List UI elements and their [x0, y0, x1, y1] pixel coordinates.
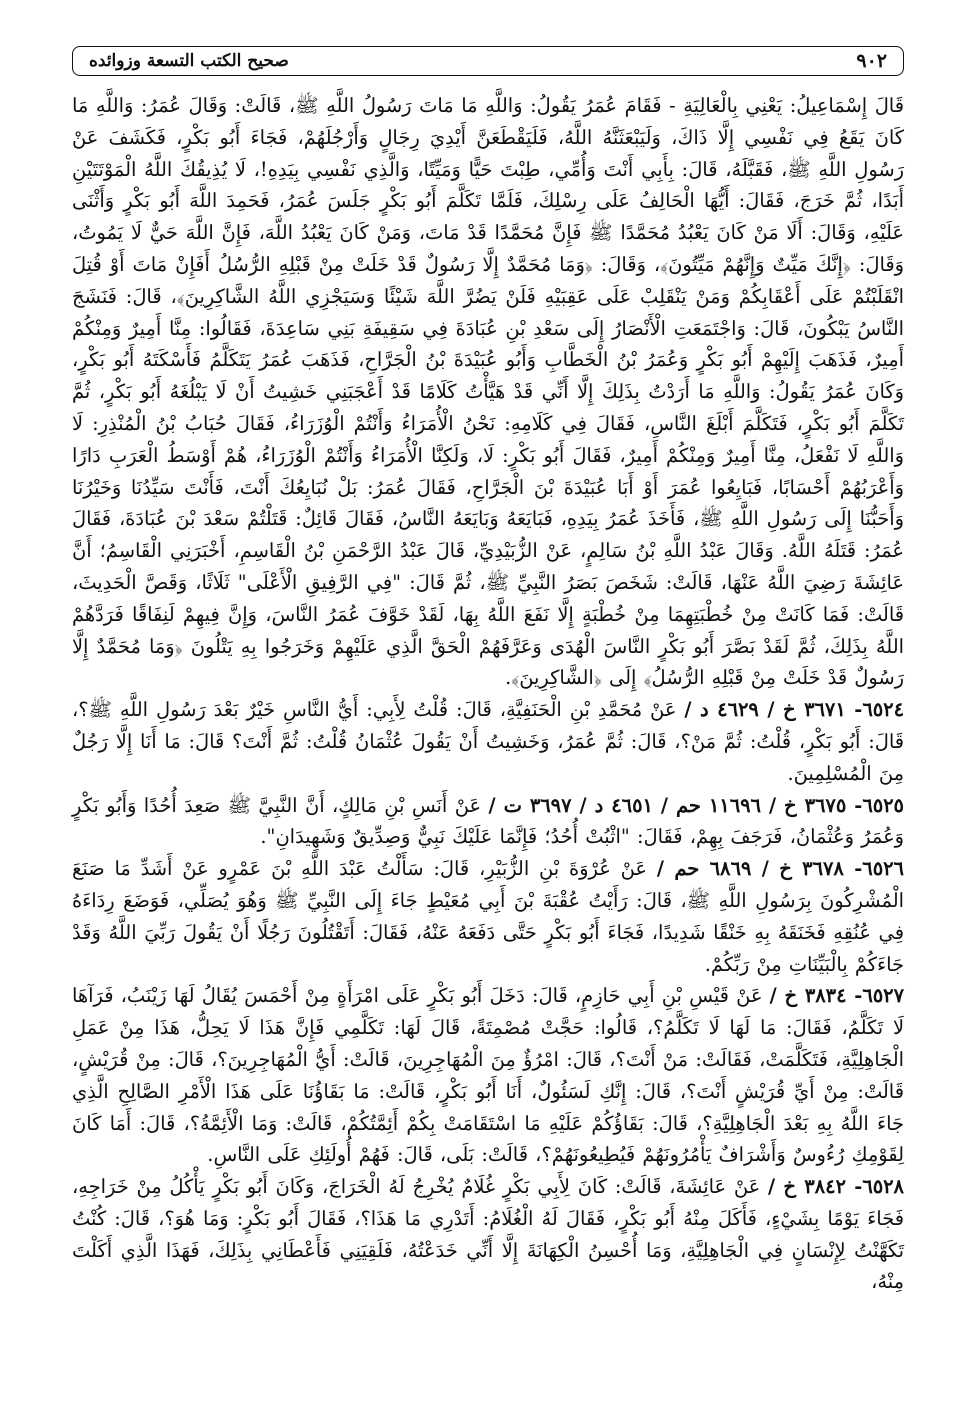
paragraph-continuation — [72, 90, 904, 694]
hadith-number-and-sources: ٦٥٢٦- ٣٦٧٨ خ / ٦٨٦٩ حم / — [656, 857, 904, 881]
hadith-text: عَنْ أَنَسِ بْنِ مَالِكٍ، أَنَّ النَّبِيَّ ﷺ صَعِدَ أُحُدًا وَأَبُو بَكْرٍ وَعُمَرُ وَعُثْمَانُ، فَرَجَفَ بِهِمْ، فَقَالَ: "اثْبُتْ أُحُدُ؛ فَإِنَّمَا عَلَيْكَ نَبِيٌّ وَصِدِّيقٌ وَشَهِيدَانِ". — [72, 793, 904, 849]
hadith-number-and-sources: ٦٥٢٥- ٣٦٧٥ خ / ١١٦٩٦ حم / ٤٦٥١ د / ٣٦٩٧ ت / — [488, 793, 904, 817]
hadith-text: عَنْ عُرْوَةَ بْنِ الزُّبَيْرِ، قَالَ: سَأَلْتُ عَبْدَ اللَّهِ بْنَ عَمْرٍو عَنْ أَشَدِّ مَا صَنَعَ الْمُشْرِكُونَ بِرَسُولِ اللَّهِ ﷺ، قَالَ: رَأَيْتُ عُقْبَةَ بْنَ أَبِي مُعَيْطٍ جَاءَ إِلَى النَّبِيِّ ﷺ وَهُوَ يُصَلِّي، فَوَضَعَ رِدَاءَهُ فِي عُنُقِهِ فَخَنَقَهُ بِهِ خَنْقًا شَدِيدًا، فَجَاءَ أَبُو بَكْرٍ حَتَّى دَفَعَهُ عَنْهُ، فَقَالَ: أَتَقْتُلُونَ رَجُلًا أَنْ يَقُولَ رَبِّيَ اللَّهُ وَقَدْ جَاءَكُمْ بِالْبَيِّنَاتِ مِنْ رَبِّكُمْ. — [72, 857, 904, 976]
hadith-6527 — [72, 980, 904, 1171]
paragraph-text: قَالَ إِسْمَاعِيلُ: يَعْنِي بِالْعَالِيَةِ - فَقَامَ عُمَرُ يَقُولُ: وَاللَّهِ مَا مَاتَ رَسُولُ اللَّهِ ﷺ، قَالَتْ: وَقَالَ عُمَرُ: وَاللَّهِ مَا كَانَ يَقَعُ فِي نَفْسِي إِلَّا ذَاكَ، وَلَيَبْعَثَنَّهُ اللَّهُ، فَلَيَقْطَعَنَّ أَيْدِيَ رِجَالٍ وَأَرْجُلَهُمْ، فَجَاءَ أَبُو بَكْرٍ، فَكَشَفَ عَنْ رَسُولِ اللَّهِ ﷺ، فَقَبَّلَهُ، قَالَ: بِأَبِي أَنْتَ وَأُمِّي، طِبْتَ حَيًّا وَمَيِّتًا، وَالَّذِي نَفْسِي بِيَدِهِ!، لَا يُذِيقُكَ اللَّهُ الْمَوْتَتَيْنِ أَبَدًا، ثُمَّ خَرَجَ، فَقَالَ: أَيُّهَا الْحَالِفُ عَلَى رِسْلِكَ، فَلَمَّا تَكَلَّمَ أَبُو بَكْرٍ جَلَسَ عُمَرُ، فَحَمِدَ اللَّهَ أَبُو بَكْرٍ وَأَثْنَى عَلَيْهِ، وَقَالَ: أَلَا مَنْ كَانَ يَعْبُدُ مُحَمَّدًا ﷺ فَإِنَّ مُحَمَّدًا قَدْ مَاتَ، وَمَنْ كَانَ يَعْبُدُ اللَّهَ، فَإِنَّ اللَّهَ حَيٌّ لَا يَمُوتُ، وَقَالَ: ﴿إِنَّكَ مَيِّتٌ وَإِنَّهُمْ مَيِّتُونَ﴾، وَقَالَ: ﴿وَمَا مُحَمَّدٌ إِلَّا رَسُولٌ قَدْ خَلَتْ مِنْ قَبْلِهِ الرُّسُلُ أَفَإِنْ مَاتَ أَوْ قُتِلَ انْقَلَبْتُمْ عَلَى أَعْقَابِكُمْ وَمَنْ يَنْقَلِبْ عَلَى عَقِبَيْهِ فَلَنْ يَضُرَّ اللَّهَ شَيْئًا وَسَيَجْزِي اللَّهُ الشَّاكِرِينَ﴾، قَالَ: فَنَشَجَ النَّاسُ يَبْكُونَ، قَالَ: وَاجْتَمَعَتِ الْأَنْصَارُ إِلَى سَعْدِ بْنِ عُبَادَةَ فِي سَقِيفَةِ بَنِي سَاعِدَةَ، فَقَالُوا: مِنَّا أَمِيرٌ وَمِنْكُمْ أَمِيرٌ، فَذَهَبَ إِلَيْهِمْ أَبُو بَكْرٍ وَعُمَرُ بْنُ الْخَطَّابِ وَأَبُو عُبَيْدَةَ بْنُ الْجَرَّاحِ، فَذَهَبَ عُمَرُ يَتَكَلَّمُ فَأَسْكَتَهُ أَبُو بَكْرٍ، وَكَانَ عُمَرُ يَقُولُ: وَاللَّهِ مَا أَرَدْتُ بِذَلِكَ إِلَّا أَنِّي قَدْ هَيَّأْتُ كَلَامًا قَدْ أَعْجَبَنِي خَشِيتُ أَنْ لَا يَبْلُغَهُ أَبُو بَكْرٍ، ثُمَّ تَكَلَّمَ أَبُو بَكْرٍ، فَتَكَلَّمَ أَبْلَغَ النَّاسِ، فَقَالَ فِي كَلَامِهِ: نَحْنُ الْأُمَرَاءُ وَأَنْتُمْ الْوُزَرَاءُ، فَقَالَ حُبَابُ بْنُ الْمُنْذِرِ: لَا وَاللَّهِ لَا نَفْعَلُ، مِنَّا أَمِيرٌ وَمِنْكُمْ أَمِيرٌ، فَقَالَ أَبُو بَكْرٍ: لَا، وَلَكِنَّا الْأُمَرَاءُ وَأَنْتُمْ الْوُزَرَاءُ، هُمْ أَوْسَطُ الْعَرَبِ دَارًا وَأَعْرَبُهُمْ أَحْسَابًا، فَبَايِعُوا عُمَرَ أَوْ أَبَا عُبَيْدَةَ بْنَ الْجَرَّاحِ، فَقَالَ عُمَرُ: بَلْ نُبَايِعُكَ أَنْتَ، فَأَنْتَ سَيِّدُنَا وَخَيْرُنَا وَأَحَبُّنَا إِلَى رَسُولِ اللَّهِ ﷺ، فَأَخَذَ عُمَرُ بِيَدِهِ، فَبَايَعَهُ وَبَايَعَهُ النَّاسُ، فَقَالَ قَائِلٌ: قَتَلْتُمْ سَعْدَ بْنَ عُبَادَةَ، فَقَالَ عُمَرُ: قَتَلَهُ اللَّهُ. وَقَالَ عَبْدُ اللَّهِ بْنُ سَالِمٍ، عَنْ الزُّبَيْدِيِّ، قَالَ عَبْدُ الرَّحْمَنِ بْنُ الْقَاسِمِ، أَخْبَرَنِي الْقَاسِمُ؛ أَنَّ عَائِشَةَ رَضِيَ اللَّهُ عَنْهَا، قَالَتْ: شَخَصَ بَصَرُ النَّبِيِّ ﷺ، ثُمَّ قَالَ: "فِي الرَّفِيقِ الْأَعْلَى" ثَلَاثًا، وَقَصَّ الْحَدِيثَ، قَالَتْ: فَمَا كَانَتْ مِنْ خُطْبَتِهِمَا مِنْ خُطْبَةٍ إِلَّا نَفَعَ اللَّهُ بِهَا، لَقَدْ خَوَّفَ عُمَرُ النَّاسَ، وَإِنَّ فِيهِمْ لَنِفَاقًا فَرَدَّهُمْ اللَّهُ بِذَلِكَ، ثُمَّ لَقَدْ بَصَّرَ أَبُو بَكْرٍ النَّاسَ الْهُدَى وَعَرَّفَهُمْ الْحَقَّ الَّذِي عَلَيْهِمْ وَخَرَجُوا بِهِ يَتْلُونَ ﴿وَمَا مُحَمَّدٌ إِلَّا رَسُولٌ قَدْ خَلَتْ مِنْ قَبْلِهِ الرُّسُلُ﴾ إِلَى ﴿الشَّاكِرِينَ﴾. — [72, 94, 904, 690]
running-title: صحيح الكتب التسعة وزوائده — [89, 51, 289, 71]
hadith-number-and-sources: ٦٥٢٤- ٣٦٧١ خ / ٤٦٢٩ د / — [684, 698, 905, 722]
hadith-6528 — [72, 1171, 904, 1298]
hadith-6524 — [72, 694, 904, 789]
hadith-number-and-sources: ٦٥٢٧- ٣٨٣٤ خ / — [769, 984, 904, 1008]
page-number: ٩٠٢ — [856, 50, 887, 72]
hadith-6526 — [72, 853, 904, 980]
page-header — [72, 46, 904, 76]
hadith-6525 — [72, 790, 904, 854]
hadith-number-and-sources: ٦٥٢٨- ٣٨٤٢ خ / — [767, 1175, 904, 1199]
hadith-text: عَنْ مُحَمَّدِ بْنِ الْحَنَفِيَّةِ، قَالَ: قُلْتُ لِأَبِي: أَيُّ النَّاسِ خَيْرٌ بَعْدَ رَسُولِ اللَّهِ ﷺ؟، قَالَ: أَبُو بَكْرٍ، قُلْتُ: ثُمَّ مَنْ؟، قَالَ: ثُمَّ عُمَرُ، وَخَشِيتُ أَنْ يَقُولَ عُثْمَانُ قُلْتُ: ثُمَّ أَنْتَ؟ قَالَ: مَا أَنَا إِلَّا رَجُلٌ مِنَ الْمُسْلِمِينَ. — [72, 698, 904, 785]
body-text — [72, 90, 904, 1298]
document-page — [72, 46, 904, 1406]
hadith-text: عَنْ عَائِشَةَ، قَالَتْ: كَانَ لِأَبِي بَكْرٍ غُلَامٌ يُخْرِجُ لَهُ الْخَرَاجَ، وَكَانَ أَبُو بَكْرٍ يَأْكُلُ مِنْ خَرَاجِهِ، فَجَاءَ يَوْمًا بِشَيْءٍ، فَأَكَلَ مِنْهُ أَبُو بَكْرٍ، فَقَالَ لَهُ الْغُلَامُ: أَتَدْرِي مَا هَذَا؟، فَقَالَ أَبُو بَكْرٍ: وَمَا هُوَ؟، قَالَ: كُنْتُ تَكَهَّنْتُ لِإِنْسَانٍ فِي الْجَاهِلِيَّةِ، وَمَا أُحْسِنُ الْكِهَانَةَ إِلَّا أَنِّي خَدَعْتُهُ، فَلَقِيَنِي فَأَعْطَانِي بِذَلِكَ، فَهَذَا الَّذِي أَكَلْتَ مِنْهُ، — [72, 1175, 904, 1294]
hadith-text: عَنْ قَيْسِ بْنِ أَبِي حَازِمٍ، قَالَ: دَخَلَ أَبُو بَكْرٍ عَلَى امْرَأَةٍ مِنْ أَحْمَسَ يُقَالُ لَهَا زَيْنَبُ، فَرَآهَا لَا تَكَلَّمُ، فَقَالَ: مَا لَهَا لَا تَكَلَّمُ؟، قَالُوا: حَجَّتْ مُصْمِتَةً، قَالَ لَهَا: تَكَلَّمِي فَإِنَّ هَذَا لَا يَحِلُّ، هَذَا مِنْ عَمَلِ الْجَاهِلِيَّةِ، فَتَكَلَّمَتْ، فَقَالَتْ: مَنْ أَنْتَ؟، قَالَ: امْرُؤٌ مِنَ الْمُهَاجِرِينَ، قَالَتْ: أَيُّ الْمُهَاجِرِينَ؟، قَالَ: مِنْ قُرَيْشٍ، قَالَتْ: مِنْ أَيِّ قُرَيْشٍ أَنْتَ؟، قَالَ: إِنَّكِ لَسَئُولٌ، أَنَا أَبُو بَكْرٍ، قَالَتْ: مَا بَقَاؤُنَا عَلَى هَذَا الْأَمْرِ الصَّالِحِ الَّذِي جَاءَ اللَّهُ بِهِ بَعْدَ الْجَاهِلِيَّةِ؟، قَالَ: بَقَاؤُكُمْ عَلَيْهِ مَا اسْتَقَامَتْ بِكُمْ أَئِمَّتُكُمْ، قَالَتْ: وَمَا الْأَئِمَّةُ؟، قَالَ: أَمَا كَانَ لِقَوْمِكِ رُءُوسٌ وَأَشْرَافٌ يَأْمُرُونَهُمْ فَيُطِيعُونَهُمْ؟، قَالَتْ: بَلَى، قَالَ: فَهُمْ أُولَئِكِ عَلَى النَّاسِ. — [72, 984, 904, 1167]
